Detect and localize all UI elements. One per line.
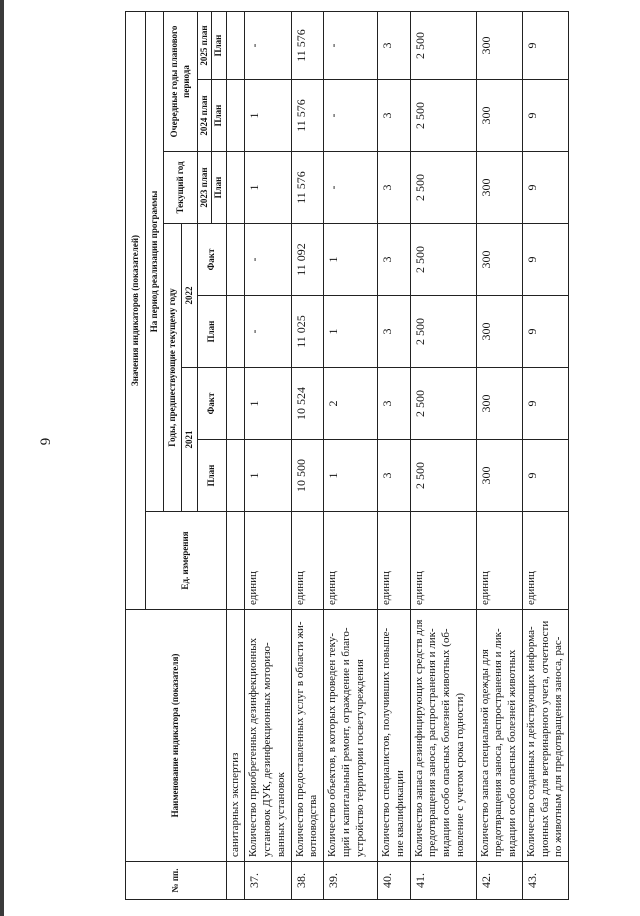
value-2025-plan: - bbox=[245, 11, 291, 79]
table-body bbox=[226, 11, 569, 899]
value-2022-fact: 1 bbox=[324, 224, 378, 296]
header-2023-plan: План bbox=[212, 152, 226, 224]
value-2021-fact: 2 500 bbox=[410, 368, 476, 440]
header-2022-fact: Факт bbox=[198, 224, 227, 296]
value-2024-plan: 3 bbox=[378, 80, 411, 152]
value-2024-plan: - bbox=[324, 80, 378, 152]
value-2024-plan: 2 500 bbox=[410, 80, 476, 152]
table-row bbox=[410, 11, 476, 899]
header-next-years: Очередные годы планового периода bbox=[164, 11, 198, 151]
unit: единиц bbox=[522, 512, 568, 610]
indicator-name: Количество объектов, в которых проведен теку-щий и капитальный ремонт, ограждение и благо-устройство территории госветучреждения bbox=[324, 610, 378, 862]
value-2021-fact: 10 524 bbox=[291, 368, 324, 440]
value-2022-plan: 300 bbox=[476, 296, 522, 368]
value-2025-plan: 2 500 bbox=[410, 11, 476, 79]
row-number: 42. bbox=[476, 862, 522, 900]
value-2021-fact: 3 bbox=[378, 368, 411, 440]
value-2021-fact: 9 bbox=[522, 368, 568, 440]
value-2023-plan: 9 bbox=[522, 152, 568, 224]
value-2021-plan: 9 bbox=[522, 440, 568, 512]
table-row bbox=[324, 11, 378, 899]
value-2022-plan: 9 bbox=[522, 296, 568, 368]
header-values: Значения индикаторов (показателей) bbox=[126, 11, 146, 609]
continuation-cell bbox=[226, 862, 245, 900]
unit: единиц bbox=[324, 512, 378, 610]
scan-edge bbox=[0, 0, 4, 916]
indicator-name: Количество созданных и действующих информа-ционных баз для ветеринарного учета, отчетности по животным для предотвращения заноса, рас- bbox=[522, 610, 568, 862]
value-2024-plan: 11 576 bbox=[291, 80, 324, 152]
value-2025-plan: 300 bbox=[476, 11, 522, 79]
value-2022-plan: 11 025 bbox=[291, 296, 324, 368]
header-2024-plan: План bbox=[212, 80, 226, 152]
header-2022-plan: План bbox=[198, 296, 227, 368]
header-no: № пп. bbox=[126, 862, 227, 900]
header-2021: 2021 bbox=[182, 368, 198, 512]
value-2021-plan: 300 bbox=[476, 440, 522, 512]
header-prev-years: Годы, предшествующие текущему году bbox=[164, 224, 182, 512]
value-2024-plan: 9 bbox=[522, 80, 568, 152]
header-2021-fact: Факт bbox=[198, 368, 227, 440]
header-2025: 2025 план bbox=[198, 11, 212, 79]
header-period: На период реализации программы bbox=[146, 11, 164, 511]
unit: единиц bbox=[476, 512, 522, 610]
rotated-table-wrapper bbox=[125, 12, 565, 900]
table-row bbox=[476, 11, 522, 899]
value-2022-fact: 300 bbox=[476, 224, 522, 296]
unit: единиц bbox=[245, 512, 291, 610]
table-row bbox=[245, 11, 291, 899]
indicator-name: Количество приобретенных дезинфекционных установок ДУК, дезинфекционных моторизо-ванных установок bbox=[245, 610, 291, 862]
page-number: 6 bbox=[36, 437, 53, 446]
table-row bbox=[291, 11, 324, 899]
value-2023-plan: 2 500 bbox=[410, 152, 476, 224]
row-number: 40. bbox=[378, 862, 411, 900]
value-2022-fact: 3 bbox=[378, 224, 411, 296]
row-number: 39. bbox=[324, 862, 378, 900]
value-2022-plan: 2 500 bbox=[410, 296, 476, 368]
indicator-name: Количество запаса специальной одежды для предотвращения заноса, распространения и лик-видации особо опасных болезней животных bbox=[476, 610, 522, 862]
header-2022: 2022 bbox=[182, 224, 198, 368]
value-2021-plan: 10 500 bbox=[291, 440, 324, 512]
value-2022-fact: - bbox=[245, 224, 291, 296]
continuation-text: санитарных экспертиз bbox=[226, 610, 245, 862]
value-2021-plan: 1 bbox=[324, 440, 378, 512]
row-number: 37. bbox=[245, 862, 291, 900]
value-2024-plan: 300 bbox=[476, 80, 522, 152]
indicators-table bbox=[125, 11, 569, 900]
value-2021-plan: 2 500 bbox=[410, 440, 476, 512]
value-2021-fact: 2 bbox=[324, 368, 378, 440]
value-2023-plan: 3 bbox=[378, 152, 411, 224]
value-2022-fact: 2 500 bbox=[410, 224, 476, 296]
value-2022-plan: - bbox=[245, 296, 291, 368]
value-2021-plan: 1 bbox=[245, 440, 291, 512]
unit: единиц bbox=[291, 512, 324, 610]
header-2025-plan: План bbox=[212, 11, 226, 79]
header-2023: 2023 план bbox=[198, 152, 212, 224]
value-2025-plan: 3 bbox=[378, 11, 411, 79]
value-2025-plan: - bbox=[324, 11, 378, 79]
value-2021-fact: 1 bbox=[245, 368, 291, 440]
unit: единиц bbox=[410, 512, 476, 610]
value-2021-fact: 300 bbox=[476, 368, 522, 440]
value-2022-plan: 3 bbox=[378, 296, 411, 368]
value-2022-fact: 9 bbox=[522, 224, 568, 296]
value-2022-fact: 11 092 bbox=[291, 224, 324, 296]
table-row bbox=[522, 11, 568, 899]
value-2021-plan: 3 bbox=[378, 440, 411, 512]
indicator-name: Количество специалистов, получивших повыше-ние квалификации bbox=[378, 610, 411, 862]
row-number: 38. bbox=[291, 862, 324, 900]
header-name: Наименование индикатора (показателя) bbox=[126, 610, 227, 862]
header-unit: Ед. измерения bbox=[146, 512, 227, 610]
header-current-year: Текущий год bbox=[164, 152, 198, 224]
value-2023-plan: - bbox=[324, 152, 378, 224]
table-row bbox=[226, 11, 245, 899]
value-2023-plan: 11 576 bbox=[291, 152, 324, 224]
value-2022-plan: 1 bbox=[324, 296, 378, 368]
value-2025-plan: 9 bbox=[522, 11, 568, 79]
indicator-name: Количество предоставленных услуг в области жи-вотноводства bbox=[291, 610, 324, 862]
indicator-name: Количество запаса дезинфицирующих средств для предотвращения заноса, распространения и лик-видации особо опасных болезней животных (об-новление с учетом срока годности) bbox=[410, 610, 476, 862]
value-2025-plan: 11 576 bbox=[291, 11, 324, 79]
value-2023-plan: 300 bbox=[476, 152, 522, 224]
row-number: 41. bbox=[410, 862, 476, 900]
value-2024-plan: 1 bbox=[245, 80, 291, 152]
table-row bbox=[378, 11, 411, 899]
value-2023-plan: 1 bbox=[245, 152, 291, 224]
header-2024: 2024 план bbox=[198, 80, 212, 152]
row-number: 43. bbox=[522, 862, 568, 900]
unit: единиц bbox=[378, 512, 411, 610]
header-2021-plan: План bbox=[198, 440, 227, 512]
